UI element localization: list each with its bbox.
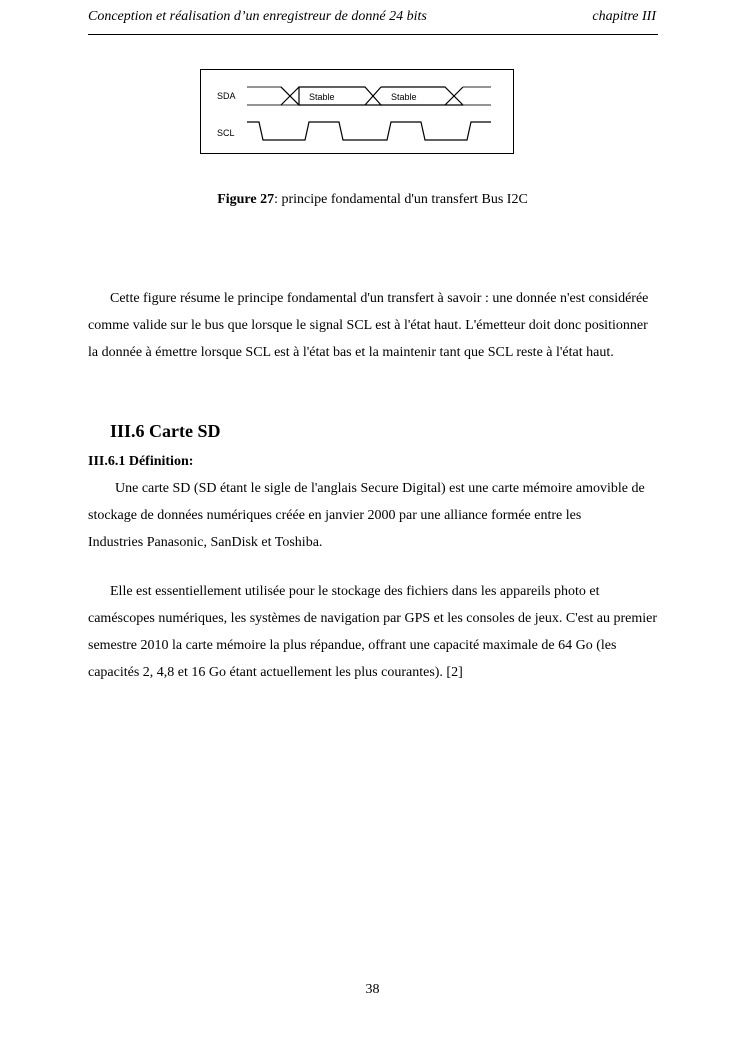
subsection-title: III.6.1 Définition: xyxy=(88,454,194,469)
paragraph-1-text: Cette figure résume le principe fondamental d'un transfert à savoir : une donnée n'est considérée comme valide sur le bus que lorsque le signal SCL est à l'état haut. L'émetteur doit donc positionner la donnée à émettre lorsque SCL est à l'état bas et la maintenir tant que SCL reste à l'état haut. xyxy=(88,291,649,360)
sda-label: SDA xyxy=(217,91,236,101)
section-title: III.6 Carte SD xyxy=(110,421,221,441)
i2c-timing-diagram xyxy=(201,70,515,155)
header-title: Conception et réalisation d’un enregistreur de donné 24 bits xyxy=(88,9,427,24)
figure-number: Figure 27 xyxy=(217,192,275,207)
sda-waveform xyxy=(247,87,491,105)
paragraph-i2c-principle xyxy=(88,285,660,366)
header-chapter: chapitre III xyxy=(592,9,656,24)
figure-caption-text: : principe fondamental d'un transfert Bus I2C xyxy=(274,192,528,207)
figure-caption xyxy=(0,192,745,208)
page-header xyxy=(88,8,658,35)
page-number: 38 xyxy=(365,982,380,997)
i2c-timing-figure xyxy=(200,69,514,154)
paragraph-2-line-1: Une carte SD (SD étant le sigle de l'anglais Secure Digital) est une carte mémoire amovible de stockage de données numériques créée en janvier 2000 par une alliance formée entre les xyxy=(88,481,645,523)
paragraph-2-line-2: Industries Panasonic, SanDisk et Toshiba. xyxy=(88,535,323,550)
paragraph-3-text: Elle est essentiellement utilisée pour le stockage des fichiers dans les appareils photo et caméscopes numériques, les systèmes de navigation par GPS et les consoles de jeux. C'est au premier semestre 2010 la carte mémoire la plus répandue, offrant une capacité maximale de 64 Go (les capacités 2, 4,8 et 16 Go étant actuellement les plus courantes). [2] xyxy=(88,584,657,680)
paragraph-sd-usage xyxy=(88,578,660,686)
stable-label-1: Stable xyxy=(309,92,335,102)
scl-label: SCL xyxy=(217,128,235,138)
scl-waveform xyxy=(247,122,491,140)
paragraph-sd-definition xyxy=(88,475,660,556)
stable-label-2: Stable xyxy=(391,92,417,102)
